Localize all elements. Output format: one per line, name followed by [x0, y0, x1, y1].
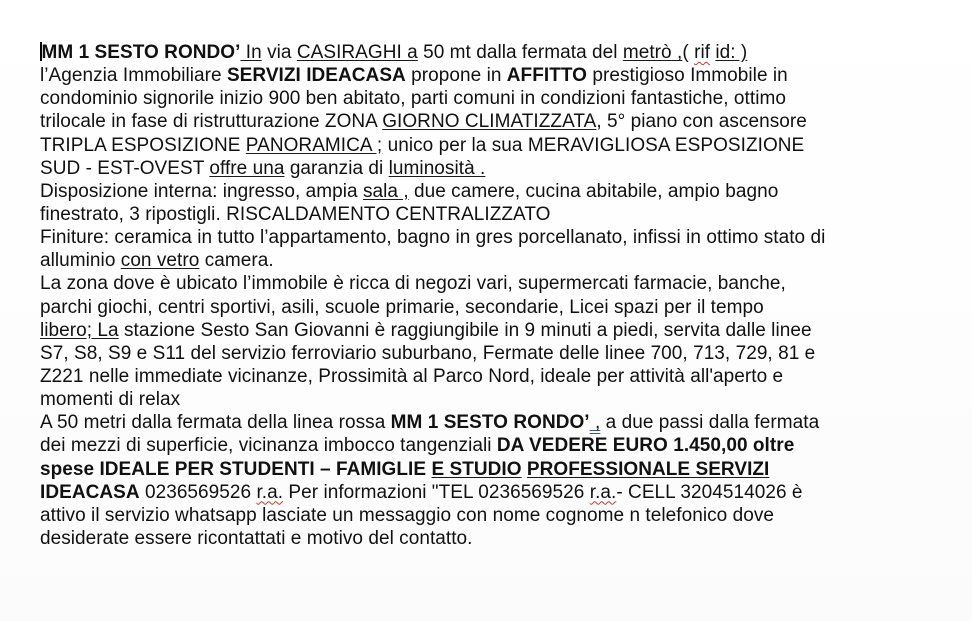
text-run: garanzia di: [284, 157, 389, 179]
text-line: [40, 458, 940, 481]
text-run: l’Agenzia Immobiliare: [40, 65, 227, 87]
text-line: [40, 41, 940, 64]
text-line: [40, 296, 940, 319]
text-run: dei mezzi di superficie, vicinanza imbocco tangenziali: [40, 435, 497, 457]
text-line: [40, 203, 940, 226]
text-run: - CELL 3204514026 è: [616, 481, 803, 503]
text-run: 0236569526: [139, 481, 257, 503]
text-run: 50 mt dalla fermata del: [417, 42, 623, 63]
text-run: r.a.: [256, 481, 284, 503]
text-line: [40, 110, 940, 133]
text-run: due camere, cucina abitabile, ampio bagno: [408, 180, 779, 202]
text-run: La zona dove è ubicato l’immobile è ricca di negozi vari, supermercati farmacie, banche,: [40, 273, 786, 295]
text-run: (: [682, 42, 695, 63]
text-run: libero; La: [40, 319, 119, 341]
text-line: [40, 504, 940, 527]
text-line: [40, 365, 940, 388]
text-run: MM 1 SESTO RONDO’: [41, 42, 241, 63]
text-line: [40, 319, 940, 342]
text-run: a due passi dalla fermata: [600, 412, 820, 434]
text-run: rif: [694, 42, 711, 63]
text-run: condominio signorile inizio 900 ben abitato, parti comuni in condizioni fantastiche, ottimo: [40, 88, 786, 110]
text-run: via: [261, 42, 297, 63]
text-run: con vetro: [120, 250, 200, 272]
text-run: ,: [589, 412, 601, 434]
text-run: Disposizione interna: ingresso, ampia: [40, 180, 363, 202]
text-run: CASIRAGHI a: [296, 42, 418, 63]
text-run: trilocale in fase di ristrutturazione ZONA: [40, 111, 383, 133]
text-run: offre una: [209, 157, 285, 179]
listing-text-body[interactable]: [40, 41, 940, 550]
text-run: propone in: [405, 65, 507, 87]
text-run: alluminio: [40, 250, 121, 272]
text-line: [40, 272, 940, 295]
text-line: [40, 180, 940, 203]
text-run: prestigioso Immobile in: [587, 65, 788, 87]
text-run: SERVIZI IDEACASA: [226, 65, 406, 87]
text-run: id: ): [715, 42, 748, 63]
text-run: parchi giochi, centri sportivi, asili, scuole primarie, secondarie, Licei spazi per il tempo: [40, 296, 764, 318]
text-run: E STUDIO: [431, 458, 522, 480]
text-run: spese IDEALE PER STUDENTI – FAMIGLIE: [40, 458, 432, 480]
text-run: AFFITTO: [506, 65, 587, 87]
text-line: [40, 434, 940, 457]
text-run: DA VEDERE EURO 1.450,00 oltre: [496, 435, 795, 457]
text-run: metrò ,: [622, 42, 683, 63]
text-run: MM 1 SESTO RONDO’: [390, 412, 590, 434]
text-run: momenti di relax: [40, 389, 181, 411]
text-run: In: [240, 42, 262, 63]
text-line: [40, 342, 940, 365]
text-run: stazione Sesto San Giovanni è raggiungibile in 9 minuti a piedi, servita dalle linee: [118, 319, 812, 341]
text-run: Finiture: ceramica in tutto l’appartamento, bagno in gres porcellanato, infissi in ottimo stato di: [40, 227, 826, 249]
text-line: [40, 388, 940, 411]
text-line: [40, 411, 940, 434]
text-run: A 50 metri dalla fermata della linea rossa: [40, 412, 391, 434]
text-run: TRIPLA ESPOSIZIONE: [40, 134, 246, 156]
text-run: Per informazioni "TEL 0236569526: [283, 481, 590, 503]
text-run: finestrato, 3 ripostigli. RISCALDAMENTO CENTRALIZZATO: [40, 203, 551, 225]
text-line: [40, 87, 940, 110]
text-run: PANORAMICA ;: [245, 134, 383, 156]
text-run: S7, S8, S9 e S11 del servizio ferroviario suburbano, Fermate delle linee 700, 713, 729, 81 e: [40, 342, 816, 364]
text-run: GIORNO CLIMATIZZATA: [382, 111, 597, 133]
text-run: sala ,: [362, 180, 409, 202]
text-run: camera.: [199, 250, 274, 272]
text-run: unico per la sua MERAVIGLIOSA ESPOSIZIONE: [382, 134, 805, 156]
text-run: , 5° piano con ascensore: [596, 111, 807, 133]
text-line: [40, 481, 940, 504]
text-line: [40, 64, 940, 87]
text-run: PROFESSIONALE SERVIZI: [526, 458, 770, 480]
text-line: [40, 249, 940, 272]
text-run: attivo il servizio whatsapp lasciate un messaggio con nome cognome n telefonico dove: [40, 504, 775, 526]
text-line: [40, 134, 940, 157]
text-run: luminosità .: [388, 157, 486, 179]
text-run: IDEACASA: [40, 481, 140, 503]
text-line: [40, 226, 940, 249]
text-run: desiderate essere ricontattati e motivo del contatto.: [40, 527, 473, 549]
text-line: [40, 157, 940, 180]
text-line: [40, 527, 940, 550]
text-run: SUD - EST-OVEST: [40, 157, 210, 179]
text-run: Z221 nelle immediate vicinanze, Prossimità al Parco Nord, ideale per attività all'aperto e: [40, 365, 784, 387]
text-run: r.a.: [589, 481, 617, 503]
